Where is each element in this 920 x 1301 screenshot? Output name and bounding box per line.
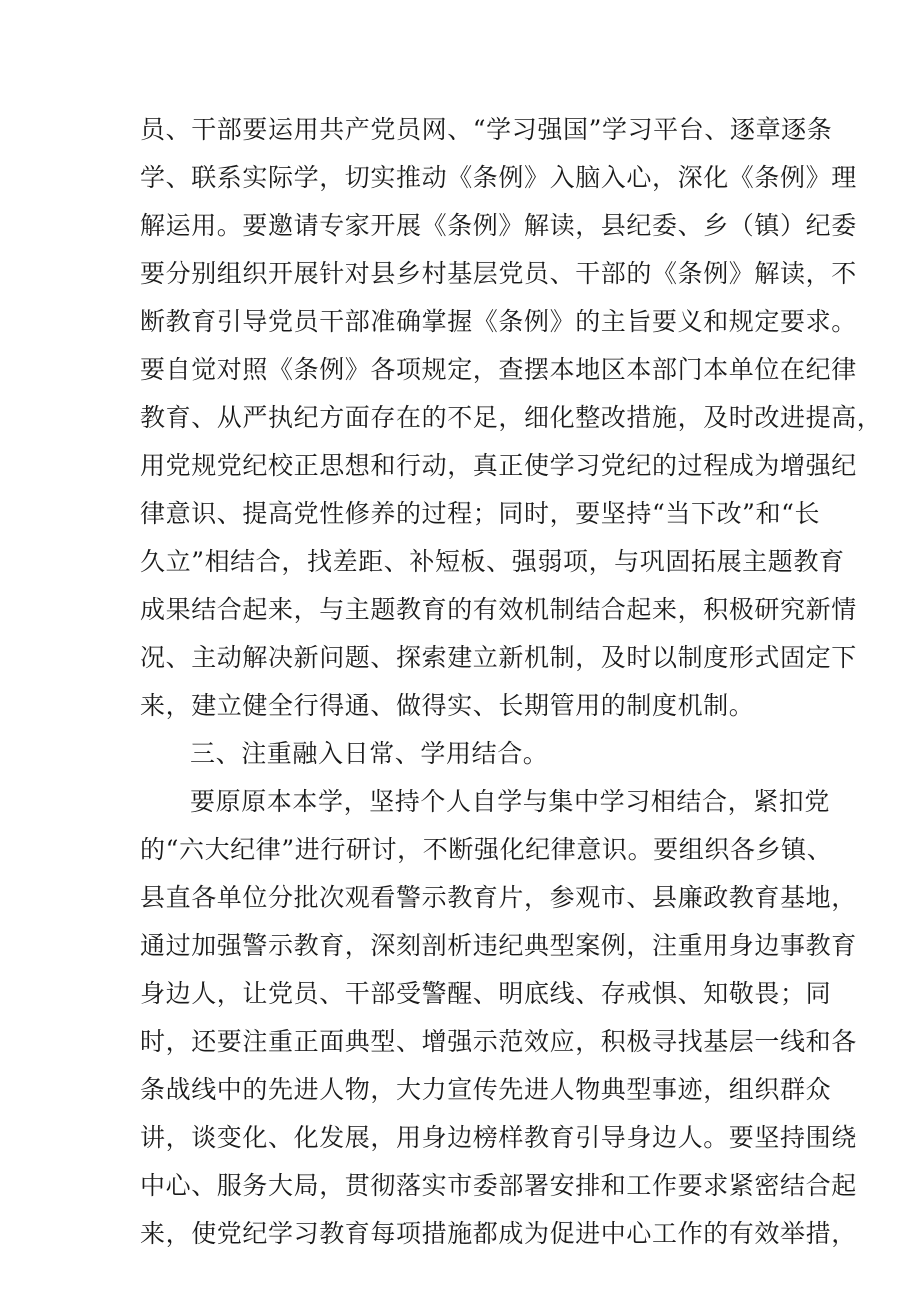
text-line: 条战线中的先进人物，大力宣传先进人物典型事迹，组织群众 (140, 1075, 832, 1104)
section-heading: 三、注重融入日常、学用结合。 (190, 739, 549, 768)
text-line: 来，使党纪学习教育每项措施都成为促进中心工作的有效举措， (140, 1219, 857, 1248)
text-line: 要自觉对照《条例》各项规定，查摆本地区本部门本单位在纪律 (140, 355, 857, 384)
text-line: 讲，谈变化、化发展，用身边榜样教育引导身边人。要坚持围绕 (140, 1123, 857, 1152)
text-line: 教育、从严执纪方面存在的不足，细化整改措施，及时改进提高， (140, 403, 883, 432)
text-line: 身边人，让党员、干部受警醒、明底线、存戒惧、知敬畏；同 (140, 979, 832, 1008)
text-line: 时，还要注重正面典型、增强示范效应，积极寻找基层一线和各 (140, 1027, 857, 1056)
text-line: 律意识、提高党性修养的过程；同时，要坚持“当下改”和“长 (140, 499, 821, 528)
text-line: 要原原本本学，坚持个人自学与集中学习相结合，紧扣党 (190, 787, 831, 816)
text-line: 通过加强警示教育，深刻剖析违纪典型案例，注重用身边事教育 (140, 931, 857, 960)
text-line: 中心、服务大局，贯彻落实市委部署安排和工作要求紧密结合起 (140, 1171, 857, 1200)
text-line: 的“六大纪律”进行研讨，不断强化纪律意识。要组织各乡镇、 (140, 835, 833, 864)
text-line: 要分别组织开展针对县乡村基层党员、干部的《条例》解读，不 (140, 259, 857, 288)
text-line: 县直各单位分批次观看警示教育片，参观市、县廉政教育基地， (140, 883, 857, 912)
text-line: 久立”相结合，找差距、补短板、强弱项，与巩固拓展主题教育 (140, 547, 845, 576)
text-line: 用党规党纪校正思想和行动，真正使学习党纪的过程成为增强纪 (140, 451, 857, 480)
text-line: 成果结合起来，与主题教育的有效机制结合起来，积极研究新情 (140, 595, 857, 624)
text-line: 断教育引导党员干部准确掌握《条例》的主旨要义和规定要求。 (140, 307, 857, 336)
text-line: 学、联系实际学，切实推动《条例》入脑入心，深化《条例》理 (140, 163, 857, 192)
text-line: 况、主动解决新问题、探索建立新机制，及时以制度形式固定下 (140, 643, 857, 672)
text-line: 员、干部要运用共产党员网、“学习强国”学习平台、逐章逐条 (140, 115, 833, 144)
text-line: 来，建立健全行得通、做得实、长期管用的制度机制。 (140, 691, 755, 720)
text-line: 解运用。要邀请专家开展《条例》解读，县纪委、乡（镇）纪委 (140, 211, 857, 240)
